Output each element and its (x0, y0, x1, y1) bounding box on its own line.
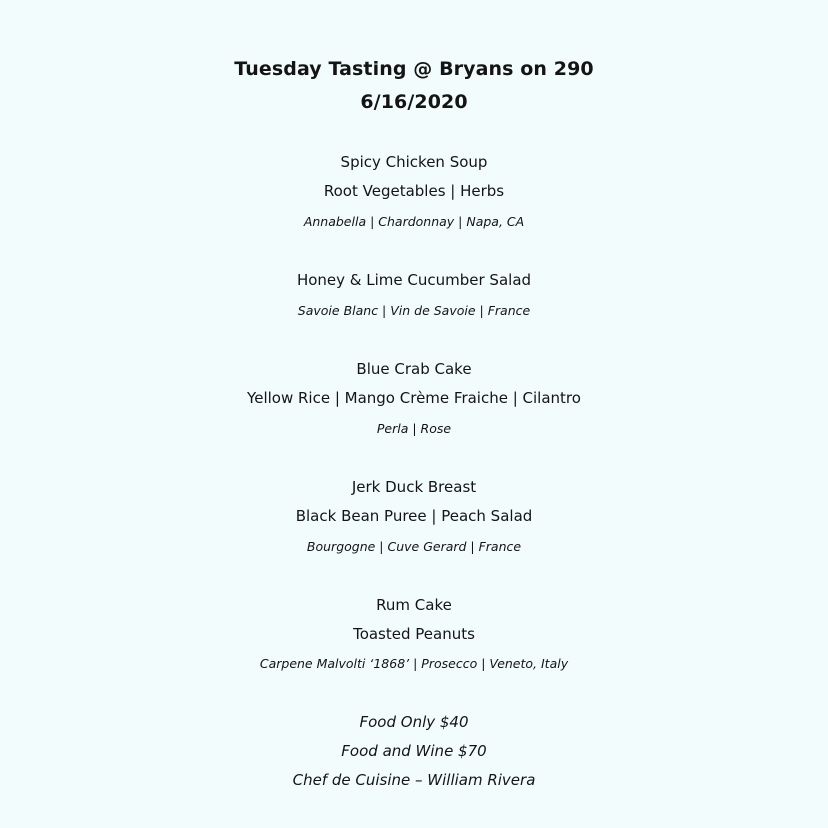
course-1-wine: Annabella | Chardonnay | Napa, CA (303, 214, 525, 229)
course-3-wine: Perla | Rose (376, 421, 452, 436)
menu-date: 6/16/2020 (360, 91, 468, 113)
course-3-name: Blue Crab Cake (356, 360, 472, 378)
price-food-only: Food Only $40 (359, 713, 469, 731)
course-4-detail: Black Bean Puree | Peach Salad (295, 507, 533, 525)
course-4-name: Jerk Duck Breast (351, 478, 477, 496)
course-4-wine: Bourgogne | Cuve Gerard | France (306, 539, 522, 554)
price-food-and-wine: Food and Wine $70 (341, 742, 487, 760)
course-2-name: Honey & Lime Cucumber Salad (296, 271, 532, 289)
course-1-detail: Root Vegetables | Herbs (323, 182, 505, 200)
course-5-detail: Toasted Peanuts (353, 625, 475, 643)
course-5-name: Rum Cake (376, 596, 452, 614)
course-5-wine: Carpene Malvolti ‘1868’ | Prosecco | Veneto, Italy (259, 656, 569, 671)
chef-credit: Chef de Cuisine – William Rivera (292, 771, 536, 789)
course-3-detail: Yellow Rice | Mango Crème Fraiche | Cilantro (247, 389, 581, 407)
course-2-wine: Savoie Blanc | Vin de Savoie | France (297, 303, 531, 318)
course-1-name: Spicy Chicken Soup (340, 153, 488, 171)
menu-title: Tuesday Tasting @ Bryans on 290 (234, 58, 594, 80)
